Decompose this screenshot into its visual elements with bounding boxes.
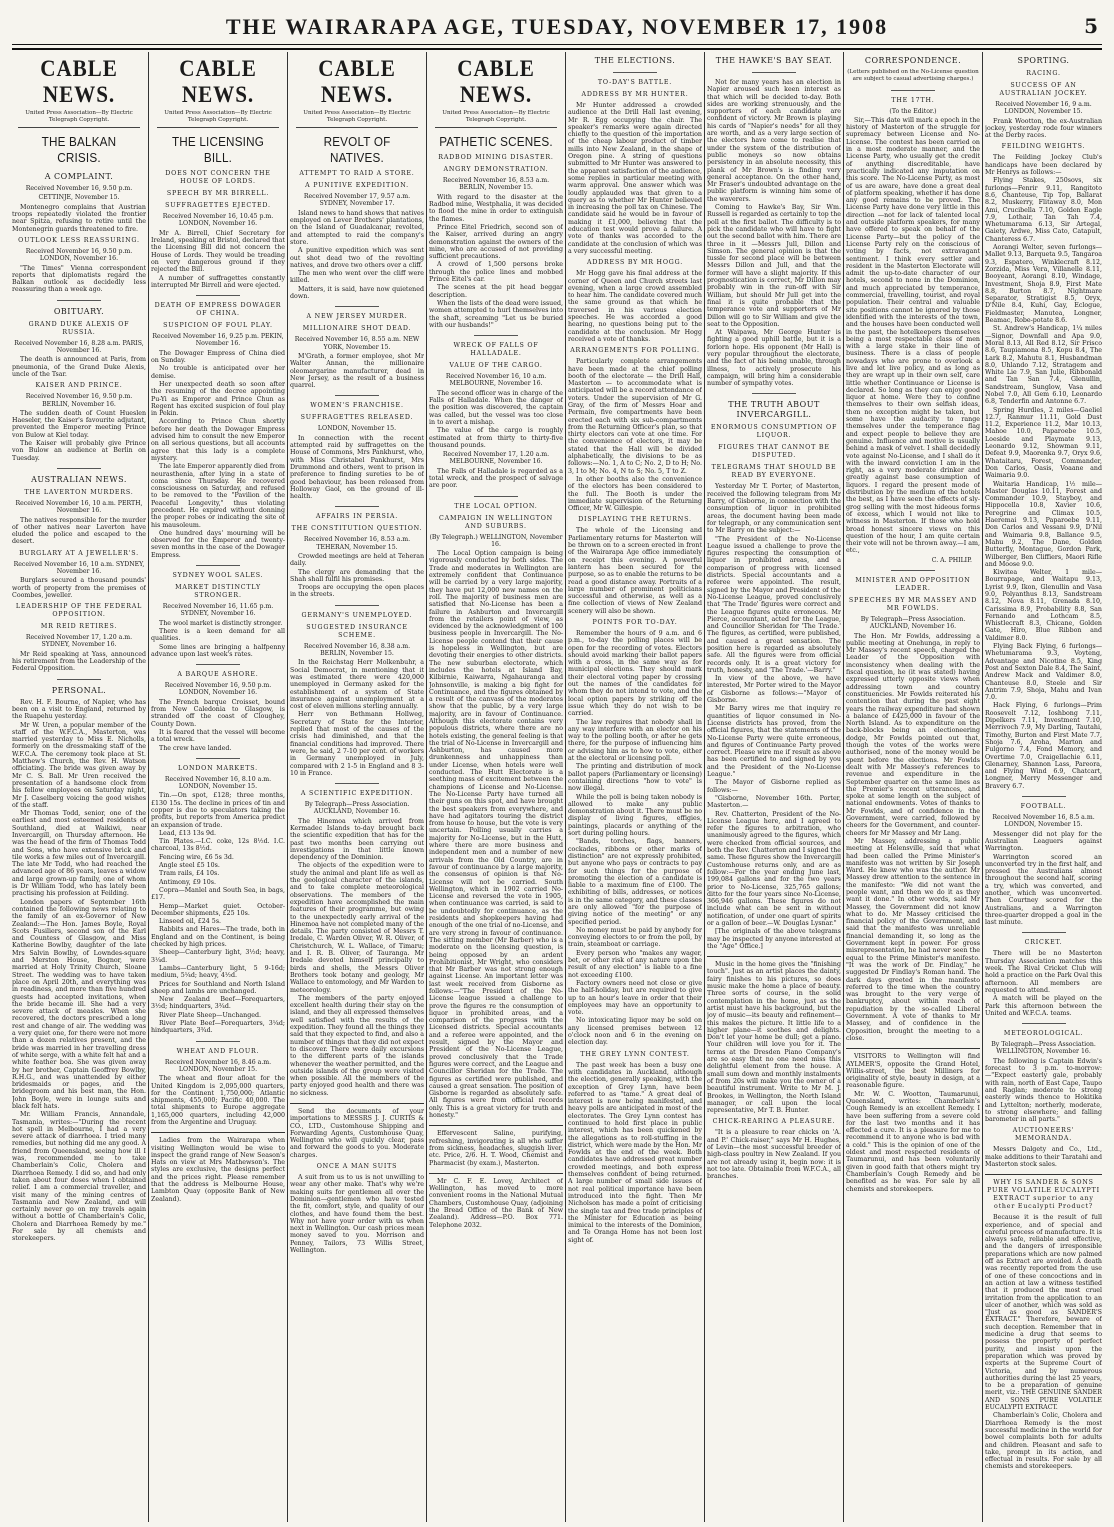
paragraph: St. Andrew's Handicap, 1¼ miles—Signor, Downfall and Apa 9.0, Moral 8.13, All Red 8.12, Sir Frisco 8.6, Taupiamona 8.5, Kopu 8.4, The Lark 8.2, Mahutu 8.1, Husbandman 8.0, Uhlando 7.12, Stratagem and White Lie 7.9, San Julie, Ribbonald and Tan San 7.4, Glenullin, Sandstream, Sunglow, Vasa and Nobel 7.0, All Gem 6.10, Leonardo 6.8, Tenderfin and Antonne 6.7. [985,325,1102,406]
section-heading: SPORTING. [1017,56,1070,65]
subheading: THE LAVERTON MURDERS. [24,488,134,496]
subheading: ENORMOUS CONSUMPTION OF LIQUOR. [710,424,838,440]
column-3 [290,52,424,1522]
subheading: A BARQUE ASHORE. [177,671,259,679]
paragraph: Mr W. Uren, a popular member of the staff of the W.F.C.A., Masterton, was married yesterday to Miss E. Nicholls, formerly on the dressmaking staff of the W.F.C.A. The ceremony took place at St. Matthew's Church, the Rev. H. Watson officiating. The bride was given away by Mr C. S. Ball. Mr Uren received the presentation of a handsome clock from his fellow employees on Saturday night, Mr J. Caselberg voicing the good wishes of the staff. [12,721,146,809]
paragraph: Herr von Bethmann Hollweg, Secretary of State for the Interior, replied that most of the causes of the crisis had diminished, and that the financial conditions had improved. There were, he said, 2 7-10 per cent. of workers in Germany unemployed in July, compared with 2 1-5 in England and 8 3-10 in France. [290,711,424,777]
paragraph: The Feilding Jockey Club's handicaps have been declared by Mr Henrys as follows:— [985,154,1102,177]
paragraph: Linseed oil, £24 5s. [159,918,222,926]
paragraph: The men who went over the cliff were killed. [290,270,424,285]
paragraph: Coming to Hawke's Bay, Sir Wm. Russell is regarded as certainly to top the poll at the first ballot. The difficulty is to pick the candidate who will have to fight out the second ballot with him. There are three in it —Messrs Jull, Dillon and Simson. The general opinion is that the tussle for second place will be between Messrs Dillon and Jull, and that the former will have a slight majority. If this prognostication is correct, Mr Dillon may probably win in the run-off with Sir William, but should Mr Jull get into the final it is quite probable that the temperance vote and supporters of Mr Dillon will go to Sir William and give the seat to the Opposition. [707,204,841,328]
paragraph: The value of the cargo is roughly estimated at from thirty to thirty-five thousand pounds. [429,427,563,449]
paragraph: Copra—Manlel and South Sea, in bags, £17. [151,886,285,902]
divider [891,570,935,571]
subheading: RACING. [1026,70,1061,77]
subheading: OUTLOOK LESS REASSURING. [18,236,140,244]
column-rule [704,52,705,1522]
divider [752,393,796,394]
subheading: WHEAT AND FLOUR. [176,1047,260,1055]
paragraph: [The originals of the above telegrams may be inspected by anyone interested at the "Age" Office.] [707,928,841,950]
paragraph: Mr Barry wires me that inquiry re quantities of liquor consumed in No-License districts has proved, from the official figures, that the statements of the No-License Party were quite erroneous, and figures of Continuance Party proved correct. Please wire me if result as above has been certified to and signed by you and the President of the No-License League." [707,705,841,779]
paragraph: The clergy are demanding that the Shah shall fulfil his promises. [290,568,424,583]
paragraph: "The President of the No-License League issued a challenge to prove the figures respecting the consumption of liquor in prohibited areas, and a comparison of progress with licensed districts. Special accountants and a referee were appointed. The result, signed by the Mayor and President of the No-License League, proved conclusively that 'The Trade' figures were correct and the League figures quite erroneous. Mr Pierce, accountant, acted for the League, and Councillor Sheridan for 'The Trade.' The figures, as certified, were published, and caused a great sensation. The position here is regarded as absolutely safe. All the figures were from official records only. It is a great victory for truth, honesty, and 'The Trade.'—Barry." [707,535,841,674]
column-rule [148,52,149,1522]
dateline: Received November 16, 8.46 a.m. LONDON, November 15. [164,1058,272,1073]
paragraph: The whole of the Licensing and Parliamentary returns for Masterton will be thrown on to a screen erected in front of the Wairarapa Age office immediately on receipt this evening. A powerful lantern has been secured for the purpose, so as to enable the returns to be read a good distance away. Portraits of a large number of prominent politicians successful and otherwise, as well as a fine collection of views of New Zealand scenery will also be shown. [568,527,702,615]
paragraph: Rabbits and Hares—The trade, both in England and on the Continent, is being checked by high prices. [151,926,285,949]
paragraph: Yesterday Mr T. Porter, of Masterton, received the following telegram from Mr Barry, of Gisborne, in connection with the consumption of liquor in prohibited areas, the document having been made for telegraph, or any communication sent to Mr Barry on the subject:— [707,483,841,535]
press-association-credit: United Press Association—By Electric Telegraph Copyright. [435,110,557,128]
subheading: TELEGRAMS THAT SHOULD BE READ BY EVERYONE. [711,464,837,480]
paragraph: Frank Wootton, the ex-Australian jockey, yesterday rode four winners at the Derby races. [985,117,1102,140]
paragraph: The late Emperor apparently died from neurasthenia, after lying in a state of coma since Thursday. He recovered consciousness on Saturday, and refused to be removed to the "Pavilion of the Peaceful Longevity," thus violating precedent. He expired without donning the proper robes or indicating the site of his mausoleum. [151,463,285,529]
paragraph: It is feared that the vessel will become a total wreck. [151,728,285,744]
subheading: SUCCESS OF AN AUSTRALIAN JOCKEY. [999,82,1088,97]
paragraph: Aorangi Welter, seven furlongs—Mallet 9.13, Barqueta 9.5, Tangaroa 9.3, Espatero, Winklecraft 8.12, Zorzida, Miss Vera, Villanelle 8.11, Booyeant, Aorangi 8.10, Windage, Investment, Shoja 8.9, First Mate 8.8, Burton 8.7, Nightmare Separator, Stratigist 8.5, Oryx, D'Nile 8.4, Kuhi, Gay, Eclogue, Fieldmaster, Manutea, Longner, Beamac, Robe-potate 8.6. [985,244,1102,325]
paragraph: Not for many years has an election in Napier aroused such keen interest as that which will be decided to-day. Both sides are working strenuously, and the supporters of each candidate are confident of victory. Mr Brown is playing his cards of "Napier's needs" for all they are worth, and as a very large section of the electors have come to realise that under the system of the distribution of public moneys so now obtains persistency in an absolute necessity, this plank of Mr Brown's is finding very general acceptance. On the other hand, Mr Fraser's undoubted advantage on the public platform is winning him some of the waverers. [707,79,841,203]
advertisement: Send the documents of your importations to MESSRS J. J. CURTIS & CO., LTD., Customhouse Shipping and Forwarding Agents, Customhouse Quay, Wellington who will quickly clear, pass and forward the goods to you. Moderate charges. [290,1103,424,1159]
salutation: (To the Editor.) [889,107,937,115]
paragraph: River Plate Sheep—Unchanged. [159,1011,262,1019]
divider [1022,932,1066,933]
divider [335,395,379,396]
paragraph: At Waipawa, Mr George Hunter is fighting a good uphill battle, but it is a forlorn hope. His opponent (Mr Hall) is very popular throughout the electorate, and the fact of his being unable, through illness, to actively prosecute his campaign, will bring him a considerable number of sympathy votes. [707,329,841,388]
divider [335,306,379,307]
divider [57,300,101,301]
paragraph: The Hinemoa which arrived from Kermadec Islands to-day brought back the scientific expedition that has for the past two months been carrying out investigations in that little known dependency of the Dominion. [290,817,424,862]
advertisement: Chamberlain's Colic, Cholera and Diarrhoea Remedy is the most successful medicine in the world for bowel complaints both for adults and children. Pleasant and safe to take, prompt in its action, and effectual in results. For sale by all chemists and storekeepers. [985,1412,1102,1471]
press-association-credit: United Press Association—By Electric Telegraph Copyright. [18,110,140,128]
dateline: Received November 16, 9.50 p.m. LONDON, November 16. [164,682,272,697]
paragraph: Mr Hogg gave his final address at the corner of Queen and Church streets last evening, when a large crowd assembled to hear him. The candidate covered much the same ground as that which he traversed in his various election speeches. He was accorded a good hearing, no questions being put to the candidate at the conclusion. Mr Hogg received a vote of thanks. [568,270,702,343]
newspaper-masthead-title: THE WAIRARAPA AGE, TUESDAY, NOVEMBER 17, 1908 [225,14,889,39]
paragraph: Troops are occupying the open places in the streets. [290,584,424,599]
dateline: Received November 16, 8.28 a.m. PARIS, November 16. [14,339,144,355]
dateline: Received November 16, 10.45 p.m. LONDON, November 16. [162,213,274,228]
subheading: THE LOCAL OPTION. [454,502,538,510]
column-8 [985,52,1102,1522]
column-4 [429,52,563,1522]
paragraph: Rev. Chatterton, President of the No-License League here, and I agreed to refer the figures to arbitration, who unanimously agreed to the figures, which were checked from official sources, and both the Rev. Chatterton and I signed the same. These figures show the Invercargill Customhouse returns only, and are as follow:—For the year ending June last, 199,084 gallons and for the two years prior to No-License, 325,765 gallons; ditto for the four years since No-License, 366,946 gallons. These figures do not include what can be sent in without notification, of under one quart of spirits or a gallon of beer.—W. Douglas Lysnar." [707,810,841,927]
paragraph: Sheep—Canterbury light, 3½d; heavy, 3¼d. [151,949,285,964]
divider [474,496,518,497]
divider [891,90,935,91]
subheading: AUCTIONEERS' MEMORANDA. [1012,1127,1075,1143]
subheading: CRICKET. [1024,939,1063,947]
paragraph: Particularly complete arrangements have been made at the chief polling booth of the electorate — the Drill Hall, Masterton — to accommodate what is anticipated will be a record attendance of voters. Under the supervision of Mr G. Gray, of the firm of Messrs Hoar and Permain, five compartments have been erected each with six sub-compartments from the Returning Officer's plan, so that thirty electors can vote at one time. For the convenience of electors, it may be stated that the Hall will be divided alphabetically, the divisions to be as follows:—No. 1, A to C; No. 2, D to H; No. 3, I to M; No. 4, N to S; No. 5, T to Z. [568,358,702,475]
subheading: THE GREY LYNN CONTEST. [580,1050,690,1058]
divider [474,335,518,336]
paragraph: In connection with the recent attempted raid by suffragettes on the House of Commons, Mrs Pankhurst, who, with Miss Christabel Pankhurst, Mrs Drummond and others, went to prison in preference to finding sureties to be of good behaviour, has been released from Holloway Gaol, on the ground of ill-health. [290,434,424,501]
dateline: Received November 16, 9.50 p.m. BERLIN, November 16. [25,393,133,408]
paragraph: In the Reichstag Herr Molkenbuhr, a Social Democrat, in mentioning that it was estimated there were 420,000 unemployed in Germany asked for the establishment of a system of State insurance against unemployment at a cost of eleven millions sterling annually. [290,659,424,711]
paragraph: The crew have landed. [159,744,232,752]
paragraph: Mr Hunter addressed a crowded audience at the Drill Hall last evening, Mr R. Egg occupying the chair. The speaker's remarks were again directed chiefly to the question of the importation of the cheap labour product of timber mills into New Zealand, in the shape of Oregon pine. A string of questions submitted to Mr Hunter was answered to the apparent satisfaction of the audience, some replies in particular meeting with warm approval. One answer which was loudly applauded was that given to a query as to whether Mr Hunter believed in increasing the poll tax on Chinese. The candidate said he would be in favour of making it £1,000, believing that the education test would prove a failure. A vote of thanks was accorded to the candidate at the conclusion of which was a very successful meeting. [568,102,702,255]
paragraph: Every person who "makes any wager, bet, or other risk of any nature upon the result of any election" is liable to a fine not exceeding £100. [568,949,702,979]
paragraph: Tram rails, £4 10s. [159,870,220,878]
advertisement: Ladies from the Wairarapa when visiting Wellington would be wise to inspect the grand range of New Season's Hats on view at Mrs Mathewson's. The styles are exclusive, the designs perfect and the prices right. Please remember that the address is Melbourne House, Lambton Quay (opposite Bank of New Zealand). [151,1132,285,1203]
dateline: LONDON, November 15. [317,425,397,433]
article-headline: THE BALKAN CRISIS. [41,134,117,166]
advertisement: Because it is the result of full experience, and of special and careful process of manufacture. It is always safe, reliable and effective, and the dangers of irresponsible preparations which are now palmed off as Extract are avoided. A death was recently reported from the use of one of these concoctions and in an action at law a witness testified that it produced the most cruel irritation from the application to an ulcer of another, which was sold as "Just as good as SANDER'S EXTRACT." Therefore, beware of such deception. Remember that in medicine a drug that seems to possess the property of perfect purity, and insist upon the preparation which was proved by experts at the Supreme Court of Victoria, and by numerous authorities during the last 25 years, to be a preparation of genuine merit, viz.: THE GENUINE SANDER AND SONS PURE VOLATILE EUCALYPTI EXTRACT. [985,1214,1102,1412]
divider [196,565,240,566]
divider [196,758,240,759]
paragraph: When the lists of the dead were issued, women attempted to hurl themselves into the shaft, screaming "Let us be buried with our husbands!" [429,299,563,329]
paragraph: Tin.—On spot, £128; three months, £130 15s. The decline in prices of tin and copper is due to speculators taking the profits, but reports from America predict an expansion of trade. [151,792,285,829]
paragraph: The law requires that nobody shall in any way interfere with an elector on his way to the polling booth, or after he gets there, for the purpose of influencing him or advising him as to how to vote, either at the electoral or licensing poll. [568,718,702,763]
paragraph: Her unexpected death so soon after the resuming of the decree appointing Pu-Yi as Emperor and Prince Chun as Regent has excited suspicion of foul play in Pekin. [151,380,285,418]
dateline: CETTINJE, November 15. [38,194,120,202]
subheading: SPEECHES BY MR MASSEY AND MR FOWLDS. [848,597,978,612]
paragraph: Waitaria Handicap, 1½ mile—Master Douglas 10.11, Forest and Commander 10.9, Stayboy, and Hippocella 10.8, Xavier 10.6, Peregrine and Climax 10.5, Haeremai 9.13, Paparoebe 9.11, Don Carlos and Vessani 9.9, D'Nil and Waimaria 9.8, Ballance 9.5, Mahu 9.2, The Dane, Golden Butterfly, Montague, Gordon Park, Wilberger, Ben Cliffiers, Maori Rifle and Moose 9.0. [985,480,1102,568]
paragraph: Lead, £13 13s 9d. [159,829,217,837]
subheading: AUSTRALIAN NEWS. [31,474,127,484]
paragraph: A number of suffragettes constantly interrupted Mr Birrell and were ejected. [151,274,285,289]
cable-news-heading: CABLE NEWS. [457,56,535,107]
paragraph: "Gisborne, November 16th. Porter, Masterton.— [707,794,841,810]
subheading: CAMPAIGN IN WELLINGTON AND SUBURBS. [439,514,553,530]
paragraph: Warrington scored an unconverted try in the first half, and pressed the Australians almost throughout the second half, scoring a try, which was converted, and another, which was unconverted. Then Courtney scored for the Australians, and a Warrington three-quarter dropped a goal in the last minute. [985,853,1102,927]
divider [57,679,101,680]
paragraph: Tin Plates.—I.C. coke, 12s 8½d. I.C. charcoal, 13s 8½d. [151,838,285,853]
advertisement: A suit from us to us is not unwilling to wear any other make. That's why we're making suits for gentlemen all over the Dominion—gentlemen who have tested the fit, comfort, style, and quality of our clothes, and have found them the best. Why not have your order with us when next in Wellington. Our cash prices mean money saved to you. Morrison and Penney, Tailors, 73 Willis Street, Wellington. [290,1174,424,1255]
divider [335,506,379,507]
subheading: MINISTER AND OPPOSITION LEADER. [855,577,971,592]
paragraph: Mr A. Birrell, Chief Secretary for Ireland, speaking at Bristol, declared that the Licensing Bill did not concern the House of Lords. They would be treading on very dangerous ground if they rejected the Bill. [151,229,285,274]
subheading: MARKET DISTINCTLY STRONGER. [175,584,261,600]
cable-news-heading: CABLE NEWS. [318,56,396,107]
subheading: A PUNITIVE EXPEDITION. [305,182,409,190]
dateline: By Telegraph—Press Association. AUCKLAND, November 16. [860,616,966,631]
paragraph: The Dowager Empress of China died on Sunday. [151,349,285,365]
paragraph: According to Prince Chun shortly before her death the Dowager Empress advised him to consult the new Emperor on all serious questions, but all accounts agree that this lady is a complete mystery. [151,418,285,462]
paragraph: The Falls of Halladale is regarded as a total wreck, and the prospect of salvage are poor. [429,467,563,490]
page-number: 5 [1084,14,1098,38]
paragraph: Hack Flying, 6 furlongs—Prim Roosevelt 7.12, Ioshbong 7.11, Dipelkers 7.11, Investment 7.10, Merrivoch 7.9, My Darling, Tautahi, Timothy, Burton and First Mate 7.7, Shoja 7.6, Aroha, Marton and Fulgorno 7.4, Fond Memory, and Overtime 7.0, Craigellachie 6.11, Glenarney, Shannon Lass, Pareora, and Flying Wind 6.9, Chatcart, Longner, Merry Messenger and Bravery 6.7. [985,702,1102,790]
dateline: (By Telegraph.) WELLINGTON, November 16. [429,533,563,548]
divider [196,295,240,296]
article-headline: THE LICENSING BILL. [171,134,265,166]
paragraph: Remember the hours of 9 a.m. and 6 p.m., to-day the polling places will be open for the recording of votes. Electors should avoid marking their ballot papers with a cross, in the same way as for municipal elections. They should mark their electoral voting paper by crossing out the names of the candidates for whom they do not intend to vote, and the local option papers by striking off the issue which they do not wish to be carried. [568,630,702,718]
masthead-rule [12,44,1102,45]
dateline: Received November 17, 9.57 a.m. SYDNEY, November 17. [303,193,411,208]
paragraph: There will be no Masterton Thursday Association matches this week. The Rival Cricket Club will hold a practice on the Park Oval this afternoon. All members are requested to attend. [985,950,1102,994]
subheading: MILLIONAIRE SHOT DEAD. [302,325,412,333]
paragraph: London papers of September 16th contained the following news relating to the family of an ex-Governor of New Zealand:—The Hon. James Boyle, Royal Scots Fusiliers, second son of the Earl and Countess of Glasgow, and Miss Katherine Bowlby, daughter of the late Mrs Salvin Bowlby, of Lowndes-square and Merston House, Bognor, were married at Holy Trinity Church, Sloane Street. The wedding was to have taken place on April 20th, and everything was in readiness, and more than five hundred guests had accepted invitations, when the bride became ill. She had a very severe attack of measles. When she recovered, the doctors prescribed a long rest and change of air. The wedding was a very quiet one, for there were not more than a dozen relatives present, and the bride was married in her travelling dress of white serge, with a white felt hat and a white feather boa. She was given away by her brother, Captain Geoffrey Bowlby, R.H.G., and was unattended by either bridesmaids or pages, and the bridegroom and his best man, the Hon. John Boyle, were in lounge suits and black felt hats. [12,898,146,1110]
paragraph: Mr. William Francis, Annandale, Tasmania, writes:—"During the recent hot spell in Melbourne, I had a very severe attack of diarrhoea. I tried many remedies, but nothing did me any good. A friend from Queensland, seeing how ill I was, recommended me to take Chamberlain's Colic, Cholera and Diarrhoea Remedy. I did so, and had only taken about four doses when I obtained relief. I am a commercial traveller, and visit many of the mining centres of Tasmania and New Zealand, and will certainly never go on my travels again without a bottle of Chamberlain's Colic, Cholera and Diarrhoea Remedy by me." For sale by all chemists and storekeepers. [12,1111,146,1243]
paragraph: Flying Stakes, 250sovs, six furlongs—Fenrir 9.11, Rangitoto 8.6, Chanteuse, Tip Top, Ballarat 8.2, Muskerry, Flitaway 8.0, Mon Ami, Crucibella 7.10, Golden Eagle 7.9, Lothair, Tan Tah 7.4, Whetumarama 6.13, Sir Artegal, Gaiety, Ardwe, Miss Cato, Catapult, Chanteress 6.7. [985,177,1102,243]
subheading: BURGLARY AT A JEWELLER'S. [19,549,139,557]
subheading: ADDRESS BY MR HOGG. [586,259,684,267]
column-2 [151,52,285,1522]
paragraph: Prices for Southland and North Island sheep and lambs are unchanged. [151,980,285,995]
paragraph: River Plate Beef—Forequarters, 3¼d; hindquarters, 3¾d. [151,1020,285,1035]
advertisement: Mr C. F. E. Lovey, Architect of Wellington, has moved to more convenient rooms in the National Mutual Chambers, Customhouse Quay, (adjoining the Bread Office of the Bank of New Zealand). Address—P.O. Box 771. Telephone 2032. [429,1173,563,1229]
subheading: SPEECH BY MR BIRRELL. [166,190,270,198]
subheading: THE CONSTITUTION QUESTION. [291,525,423,533]
divider [57,468,101,469]
dateline: Received November 17, 1.20 a.m. SYDNEY, November 16. [25,634,133,649]
cable-news-heading: CABLE NEWS. [179,56,257,107]
divider [1022,1023,1066,1024]
subheading: FEILDING WEIGHTS. [1001,143,1086,151]
paragraph: Lambs—Canterbury light, 5 9-16d; medium, 5¼d; heavy, 4½d. [151,964,285,980]
paragraph: Some lines are bringing a halfpenny advance upon last week's rates. [151,643,285,658]
paragraph: The scenes at the pit head beggar description. [429,284,563,299]
dateline: Received November 16, 9 a.m. LONDON, November 15. [995,101,1092,116]
paragraph: The following is Captain Edwin's forecast to 3 p.m. to-morrow:—"Expect easterly gale, probably with rain, north of East Cape, Taupo and Raglan; moderate to strong easterly winds thence to Hokitika and Lyttelton; northerly, moderate, to strong elsewhere; and falling barometer in all parts." [985,1057,1102,1124]
editorial-note: (Letters published on the No-License question are subject to casual advertising charges.) [847,69,979,83]
dateline: Received November 16, 8.38 a.m. BERLIN, November 15. [303,642,411,658]
paragraph: The Mayor of Gisborne replied as follows:— [707,779,841,794]
advertisement: VISITORS to Wellington will find AYLMER'S, opposite the Grand Hotel, Willis-street, the best Milliners for originality of style, beauty in design, at a reasonable figure. [846,1048,980,1089]
paragraph: A punitive expedition which was sent out shot dead two of the revolting natives, and drove two others over a cliff. [290,247,424,269]
divider [752,72,796,73]
section-heading: CORRESPONDENCE. [864,56,962,65]
paragraph: No trouble is anticipated over her demise. [151,365,285,380]
subheading: ARRANGEMENTS FOR POLLING. [570,347,700,355]
subheading: KAISER AND PRINCE. [35,382,123,390]
section-heading: THE ELECTIONS. [594,56,676,65]
column-6 [707,52,841,1522]
paragraph: The wool market is distinctly stronger. [159,619,283,627]
column-7 [846,52,980,1522]
paragraph: The French barque Croisset, bound from New Caledonia to Glasgow, is stranded off the coast of Cloughey, County Down. [151,698,285,728]
paragraph: Montenegro complains that Austrian troops repeatedly violated the frontier near Spitza, refusing to retire until the Montenegrin guards threatened to fire. [12,203,146,233]
divider [196,1041,240,1042]
press-association-credit: United Press Association—By Electric Telegraph Copyright. [157,110,279,128]
subheading: THE 17TH. [891,96,935,104]
paragraph: The Kaiser will probably give Prince von Bulow an audience at Berlin on Tuesday. [12,440,146,462]
press-association-credit: United Press Association—By Electric Telegraph Copyright. [296,110,418,128]
paragraph: The past week has been a busy one with candidates in Auckland, although the election, generally speaking, with the exception of Grey Lynn, have been referred to as "tame." A great deal of interest is now being manifested, and heavy polls are anticipated in most of the electorates. The Grey Lynn contest has continued to hold first place in public interest, which has been quickened by the allegations as to roll-stuffing in the district, which were made by the Hon. Mr Fowlds at the end of the week. Both candidates have addressed great number crowded meetings, and both express themselves confident of being returned. A large number of small side issues of not real political importance have been introduced into the fight. Then Mr Nicholson has made a point of criticising the single tax and free trade principles of the Minister for Education as being inimical to the interests of the Dominion, and Te Oranga Home has not been lost sight of. [568,1061,702,1244]
subheading: A NEW JERSEY MURDER. [306,313,408,321]
dateline: Received November 16, 11.65 p.m. SYDNEY, November 16. [162,603,274,618]
subheading: POINTS FOR TO-DAY. [592,619,678,626]
divider [613,72,657,73]
article-headline: PATHETIC SCENES. [439,134,553,150]
subheading: A COMPLAINT. [44,172,114,182]
paragraph: A crowd of 1,500 persons broke through the police lines and mobbed Prince Eitel's car. [429,261,563,284]
paragraph: Factory owners need not close or give the half-holiday, but are required to give up to an hour's leave in order that their employees may have an opportunity to vote. [568,979,702,1017]
divider [196,664,240,665]
subheading: LONDON MARKETS. [178,764,258,772]
paragraph: No intoxicating liquor may be sold on any licensed premises between 12 o'clock noon and 6 in the evening on election day. [568,1017,702,1047]
subheading: RADBOD MINING DISASTER. [438,154,554,162]
dateline: Received November 16, 8.10 a.m. LONDON, November 15. [164,775,272,791]
advertisement-heading: WHY IS SANDER & SONS PURE VOLATILE EUCALYPTI EXTRACT superior to any other Eucalypti Product? [985,1174,1102,1211]
paragraph: Mr Massey, addressing a public meeting at Helensville, said that what had been called the Prime Minister's manifesto was not written by Sir Joseph Ward. He knew who was the author. Mr Massey drew attention to the sentence in the manifesto: "We did not want the people want, and then we do it as they want it done." In other words, said Mr Massey, the Government did not know what to do. Mr Massey criticised the financial policy of the Government, and said that the manifesto was unreliable financial demanding it, so long as the Government kept in power. For gross misrepresentation, he had never seen the equal to the Prime Minister's manifesto. "It was the work of Dr. Findlay," he suggested Dr Findlay's Roman hand. The dark days greeted in the manifesto referred to the time when the country was brought to the very verge of bankruptcy, about within reach of repudiation by the so-called Liberal Government. A vote of thanks to Mr Massey, and of confidence in the Opposition, brought the meeting to a close. [846,837,980,1042]
paragraph: The printing and distribution of mock ballot papers (Parliamentary or licensing) containing directions "how to vote" is now illegal. [568,763,702,793]
paragraph: The natives responsible for the murder of other natives near Laverton have eluded the police and escaped to the desert. [12,516,146,546]
paragraph: There is a keen demand for all qualities. [151,627,285,643]
advertisement: "It is a pleasure to rear chicks on 'A. and P.' Chick-raiser," says Mr H. Hughes, of Levin—the most successful breeder of high-class poultry in New Zealand. If you are not already using it, begin now: it is not too late. Obtainable from W.F.C.A., all branches. [707,1129,841,1181]
paragraph: Antimony, £9 10s. [159,878,216,886]
column-rule [982,52,983,1522]
dateline: Received November 16, 8.53 a.m. TEHERAN, November 15. [303,536,411,551]
column-rule [843,52,844,1522]
column-5 [568,52,702,1522]
paragraph: Prince Eitel Friedrich, second son of the Kaiser, arrived during an angry demonstration against the owners of the mine, who are accused of not providing sufficient precautions. [429,223,563,261]
paragraph: The second officer was in charge of the Falls of Halladale. When the danger of the position was discovered, the captain was called, but the vessel was too close in to avert a mishap. [429,389,563,426]
divider [1022,796,1066,797]
subheading: PERSONAL. [51,685,107,695]
paragraph: Fencing wire, £6 5s 3d. [159,853,234,861]
subheading: DOES NOT CONCERN THE HOUSE OF LORDS. [165,170,271,186]
subheading: MR REID RETIRES. [40,623,118,631]
paragraph: Messenger did not play for the Australian Leaguers against Warrington. [985,830,1102,853]
dateline: By Telegraph—Press Association. WELLINGTON, November 16. [991,1041,1096,1056]
column-rule [426,52,427,1522]
subheading: GRAND DUKE ALEXIS OF RUSSIA. [28,320,130,336]
subheading: METEOROLOGICAL. [1003,1030,1084,1038]
subheading: OBITUARY. [53,306,105,316]
newspaper-columns [12,52,1102,1522]
subheading: SUGGESTED INSURANCE SCHEME. [306,623,408,639]
subheading: ATTEMPT TO RAID A STORE. [299,170,415,178]
subheading: AFFAIRS IN PERSIA. [315,513,399,521]
column-rule [287,52,288,1522]
paragraph: A match will be played on the Park this afternoon between the United and W.F.C.A. teams. [985,995,1102,1017]
section-heading: THE HAWKE'S BAY SEAT. [715,56,833,65]
subheading: WRECK OF FALLS OF HALLADALE. [453,342,539,358]
paragraph: Spring Hurdles, 2 miles—Gaeliel 12.7, Ranmur 11.11, Gold Dust 11.2, Experience 11.2, Mar 10.13, Mahoe 10.0, Paparoebe 10.5, Loeside and Playmate 9.13, Leonardo 9.12, Showman 9.11, Defeat 9.9, Maorenka 9.7, Oryx 9.6, Whataitaru, Forest, Commander, Don Carlos, Oasis, Voaane and Waimaria 9.0. [985,406,1102,480]
paragraph: Mr Thomas Todd, senior, one of the earliest and most esteemed residents of Southland, died at Waikiwi, near Invercargill, on Thursday afternoon. He was the head of the firm of Thomas Todd and Sons, who have extensive brick and tile works a few miles out of Invercargill. The late Mr Todd, who had reached the advanced age of 86 years, leaves a widow and large grown-up family, one of whom is Dr William Todd, who has lately been practising his profession at Feilding. [12,810,146,898]
advertisement: Effervescent Saline, purifying, refreshing, invigorating is all who suffer from sickness, headaches, sluggish liver, etc. Price, 2/6. H. T. Wood, Chemist and Pharmacist (by exam.), Masterton. [429,1125,563,1166]
divider [335,783,379,784]
paragraph: Island news to hand shows that natives employed on Lever Brothers' plantations, on the Island of Guadalcanar, revolted, and attempted to raid the company's store. [290,209,424,246]
subheading: SUFFRAGETTES EJECTED. [165,202,271,210]
subheading: FOOTBALL. [1020,803,1067,811]
masthead [12,14,1102,50]
subheading: GERMANY'S UNEMPLOYED. [301,611,413,619]
paragraph: With regard to the disaster at the Radbod mine, Westphalia, it was decided to flood the mine in order to extinguish the flames. [429,193,563,223]
paragraph: While the poll is being taken nobody is allowed to make any public demonstration about it. There must be no display of living figures, effigies, paintings, placards or anything of the sort during polling hours. [568,793,702,838]
paragraph: Matters, it is said, have now quietened down. [290,285,424,301]
paragraph: Burglars secured a thousand pounds' worth of property from the premises of Coombes, jeweller. [12,577,146,599]
dateline: Received November 16, 9.25 p.m. PEKIN, November 16. [152,333,284,348]
column-rule [565,52,566,1522]
dateline: Received November 16, 10 a.m. PERTH, November 16. [15,499,143,515]
paragraph: Mr Reid speaking at Yass, announced his retirement from the Leadership of the Federal Opposition. [12,650,146,673]
dateline: Received November 16, 9.50 p.m. [25,185,133,193]
paragraph: The Hon. Mr Fowlds, addressing a public meeting at Onehunga, in reply to Mr Massey's recent speech, charged the Leader of the Opposition with inconsistency when dealing with the fiscal question, he (it was stated) having expressed utterly opposite views when addressing town and country constituencies. Mr Fowlds reiterated his contention that during the past eight years the railway expenditure had shown a balance of £425,000 in favour of the North Island. As to expenditure on the back-blocks being an electioneering dodge, Mr Fowlds pointed out that, though the votes of the works were authorised, none of the money would be spent before the elections. Mr Fowlds dealt with Mr Massey's references to revenue and expenditure in the September quarter on the same lines as the Premier's recent utterances, and spoke at some length on the subject of national endowments. Votes of thanks to Mr Fowlds, and of confidence in the Government, were carried, followed by cheers for the Government, and counter-cheers for Mr Massey and Mr Lang. [846,632,980,837]
paragraph: The sudden death of Count Hueslen Haeseler, the Kaiser's favourite adjutant, prevented the Emperor meeting Prince von Bulow at Kiel today. [12,409,146,439]
paragraph: No money must be paid by anybody for conveying electors to or from the poll, by train, steamboat or carriage. [568,926,702,949]
paragraph: Flying Back Flying, 6 furlongs—Whetumarama 9.3, Voyteng, Advantage and Nicotine 8.5, King Post and Sexton Dale 8.4, The Saint, Andrew Mack and Valdimer 8.0, Chanteuse 8.0, Steele and Sir Antrim 7.9, Shoja, Mahu and Ivan 7.0. [985,643,1102,702]
paragraph: The wheat and flour afloat for the United Kingdom is 2,095,000 quarters, for the Continent 1,750,000; Atlantic shipments, 455,000; Pacific 40,000. The total shipments to Europe aggregate 1,165,000 quarters, including 42,000 from the Argentine and Uruguay. [151,1075,285,1126]
subheading: TO-DAY'S BATTLE. [597,79,673,86]
subheading: VALUE OF THE CARGO. [449,362,543,370]
subheading: ADDRESS BY MR HUNTER. [581,91,689,98]
subheading: DEATH OF EMPRESS DOWAGER OF CHINA. [154,302,282,318]
paragraph: The objects of the expedition were to study the animal and plant life as well as the geological character of the islands, and to take complete meteorological observations. The members of the expedition have accomplished the main features of their programme, but owing to the unexpectedly early arrival of the Hinemoa have not completed many of the details. The party consisted of Messrs T. Iredale, C. Warden Oliver, W. R. Oliver, of Christchurch, W. L. Wallace, of Timaru; and I. R. B. Oliver, of Tauranga. Mr Iredale devoted himself principally to birds and shells, the Messrs Oliver Brothers took botany and geology, Mr Wallace to entomology, and Mr Warden to meteorology. [290,862,424,994]
paragraph: The members of the party enjoyed excellent health during their stay on the island, and they all expressed themselves well satisfied with the results of the expedition. They found all the things they said that they expected to find, and also a number of things that they did not expect to discover. There were daily excursions to the different parts of the islands whenever the weather permitted, and the outside islands of the group were visited when possible. All the members of the party enjoyed good health and there was no sickness. [290,994,424,1097]
advertisement-heading: ONCE A MAN SUITS [316,1163,398,1171]
paragraph: In view of the above, we have interested, Mr Porter wired to the Mayor of Gisborne as follows:—"Mayor of Gisborne. [707,675,841,705]
paragraph: New Zealand Beef—Forequarters, 3½d; hindquarters, 3¾d. [151,996,285,1011]
advertisement: Music in the home gives the "finishing touch". Just as an artist places the dainty, fairy finishes to his pictures, so does music make the home a place of beauty. Three sorts of course, in the solid contemplation in the home, just as the artist must have his background, but the joy of music—its beauty and refinement—this makes the picture. It little life to a higher plane—it soothes and delights. Don't let your home be dull; get a piano. Your children will love you for it. The terms at the Dresden Piano Company's are so easy that no one need miss this delightful element from the house. A small sum down and monthly instalments of from 20s will make you the owner of a beautiful instrument. Write to Mr M. J. Brookes, in Wellington, the North Island manager, or call upon the local representative, Mr T. B. Hunter. [707,956,841,1114]
paragraph: Kiwitea Welter, 1 mile—Bourrapage, and Waitapu 9.13, Lyrist 9.9, Ikon, Glenullin and Vasa 9.0, Polyanthus 8.13, Sandstream 8.12, Nova 8.11, Grenada 8.10, Carissima 8.9, Probability 8.8, San Fernando and Lothcam 8.5, Whistlecraft 8.3, Chicane, Golden Gate, Hiro, Blue Ribbon and Valdimer 8.0. [985,569,1102,642]
subheading: DISPLAYING THE RETURNS. [578,516,692,524]
article-headline: REVOLT OF NATIVES. [323,134,391,166]
column-1 [12,52,146,1522]
divider [335,605,379,606]
dateline: By Telegraph—Press Association. AUCKLAND, November 16. [304,801,410,816]
paragraph: Angle steel £5 10s. [159,862,220,870]
dateline: Received November 16, 10 a.m. MELBOURNE, November 16. [445,373,547,388]
paragraph: Hemp—Market quiet. October-December shipments, £25 10s. [151,902,285,917]
letter-signature: C. A. PHILIP. [931,556,972,564]
paragraph: The death is announced at Paris, from pneumonia, of the Grand Duke Alexis, uncle of the Tsar. [12,356,146,378]
subheading: THE TRUTH ABOUT INVERCARGILL. [728,400,820,420]
subheading: FIGURES THAT CANNOT BE DISPUTED. [718,444,830,460]
dateline: Received November 16, 10 a.m. SYDNEY, November 16. [13,560,145,575]
paragraph: M'Grath, a former employee, shot Mr Walter Annan, the millionaire oleomargarine manufacturer, dead in New Jersey, as the result of a business quarrel. [290,352,424,390]
dateline: Received November 17, 1.20 a.m. MELBOURNE, November 16. [442,451,550,466]
subheading: A SCIENTIFIC EXPEDITION. [300,790,414,798]
dateline: Received November 16, 8.5 a.m. LONDON, November 15. [992,814,1095,829]
letter-body: Sir,—This date will mark a epoch in the history of Masterton of the struggle for supremacy between License and No-License. The contest has been carried on in a most moderate manner, and the License Party, who usually get the credit of anything discreditable, have practically indicated any imputation on this score. The No-License Party, as most of us are aware, have done a great deal of platform speaking, whether it has done any good remains to be proved. The License Party have done very little in this direction —not for lack of talented local and outside platform speakers, for many have offered to speak on behalf of the License Party—but the policy of the License Party rely on the conscious of voting by facts, not extravagant sentiment. I think every settler and resident in the Masterton Electorate will admit the up-to-date character of our hotels, second to none in the Dominion, and much appreciated by temperance, commercial, travelling, tourist, and royal population. Their central and valuable site positions cannot be ignored by those identified with the interests of the town, and the houses have been conducted well in the past, the hotelkeepers themselves being a most respectable class of men with a large stake in their line of business. There is a class of people nowadays who are prone to overlook a live and let live policy, and as long as they are wrapt up in their own self, care little whether Continuance or License is declared. So long as they can enjoy good liquor at home. Were they to confine themselves to their own selfish ideas, then no exception might be taken, but some have the audacity to range themselves under the temperance flag and expect people to believe they are genuine. Influence and motive is usually behind a mask of velvet. I shall decidedly vote against No-License, and I shall do it with the inward conviction I am in the right, as a very moderate drinker and greatly against base consumption of liquors. I regard the present mode of distribution by the medium of the hotels the best, as I have seen the effects of sly-grog selling with the most hideous forms of excess, which I would not like to witness in Masterton. If those who hold broad honest sincere views on this question of the hour, I am quite certain their vote will not be thrown away.—I am, etc., [846,116,980,555]
subheading: SYDNEY WOOL SALES. [172,572,264,580]
cable-news-heading: CABLE NEWS. [40,56,118,107]
paragraph: Crowded meetings are held at Teheran daily. [290,552,424,568]
subheading: WOMEN'S FRANCHISE. [310,402,404,410]
subheading: ANGRY DEMONSTRATION. [443,166,549,174]
advertisement-heading: CHICK-REARING A PLEASURE. [712,1118,836,1126]
subheading: SUSPICION OF FOUL PLAY. [163,322,273,330]
subheading: SUFFRAGETTES RELEASED. [300,414,414,422]
dateline: Received November 16, 8.53 a.m. BERLIN, November 15. [442,177,550,192]
paragraph: "The Times" Vienna correspondent reports that diplomatists regard the Balkan outlook as decidedly less reassuring than a week ago. [12,264,146,294]
paragraph: Messrs Dalgety and Co., Ltd., make additions to their Taratahi and Masterton stock sales. [985,1146,1102,1168]
paragraph: In other booths also the convenience of the electors has been considered to the full. The Booth is under the immediate supervision of the Returning Officer, Mr W. Gillespie. [568,475,702,513]
paragraph: The Local Option campaign is being vigorously conducted by both sides. The Trade and moderates in Wellington are extremely confident that Continuance will be carried by a very large majority, they have put 12,000 new names on the roll. The majority of business men are satisfied that No-License has been a failure in Ashburton and Invercargill from the retailers point of view, as evidenced by the acknowledgment of 100 business people in Invercargill. The No-License people contend that their cause is hopeless in Wellington, but are devoting their energies to other districts. The new suburban electorate, which includes the hotels at Island Bay, Kilbirnie, Kaiwarra, Ngahauranga and Johnsonville, is making a big fight for Continuance, and the figures obtained by a result of the canvass of the moderates show that the public, by a very large majority, are in favour of Continuance. Although this electorate contains very populous districts, where there are no hotels existing, the general feeling is that the trial of No-License in Invercargill and Ashburton, has caused more drunkenness and unhappiness than under License, when hotels were well conducted. The Hutt Electorate is a seething mass of excitement between the champions of License and No-License. The No-License Party have turned all their guns on this spot, and have brought the best speakers from everywhere, and have had agitators touring the district from house to house, but the vote is very uncertain. Polling usually carries a majority for No-License, but in the Hutt, where there are more business and independent men and a number of new arrivals from the Old Country, are in favour of continuance by a large majority, the consensus of opinion is that No-License will not be carried. South Wellington, which in 1902 carried No-License and reversed the vote in 1905, when continuance was carried, is said to be undoubtedly for continuance, as the residents and shopkeepers having had enough of the one trial of no-License, and are very strong in favour of continuance. The sitting member (Mr Barber) who is a moderate on the licensing question, is being opposed by an ardent Prohibitionist, Mr Wright, who considers that Mr Barber was not strong enough against License. An important letter was last week received from Gisborne as follows:—"The President of the No-License league issued a challenge to prove the figures re the consumption of liquor in prohibited areas, and a comparison of the progress with the Licensed districts. Special accountants and a referee were appointed, and the result, signed by the Mayor and President of the No-License League, proved conclusively that the Trade figures were correct, and the League and Councillor Sheridan for the Trade. The figures as certified were published, and caused a great sensation. The position of Gisborne is regarded as absolutely safe. All figures were from official records only. This is a great victory for truth and honesty." [429,550,563,1120]
dateline: Received November 16, 9.50 p.m. LONDON, November 16. [25,247,133,263]
subheading: LEADERSHIP OF THE FEDERAL OPPOSITION. [15,603,143,619]
advertisement: Mr. W. C. Wootton, Taumarunui, Queensland, writes: Chamberlain's Cough Remedy is an excellent Remedy. I have been suffering from a severe cold for the last two months and it has effected a cure. It is a pleasure for me to recommend it to anyone who is bad with a cold." This is the opinion of one of the oldest and most respected residents of Taumarunui, and has been voluntarily given in good faith that others might try Chamberlain's Cough Remedy and be benefited as he was. For sale by all chemists and storekeepers. [846,1090,980,1193]
dateline: Received November 16, 8.55 a.m. NEW YORK, November 15. [294,336,420,351]
paragraph: "Bands, torches, flags, banners, cockades, ribbons or other marks of distinction" are not expressly prohibited, but anyone who pays or contracts to pay for such things for the purpose of promoting the election of a candidate is liable to a maximum fine of £100. The exhibiting of bills, addresses, or notices is in the same category, and these classes are only allowed "for the purpose of giving notice of the meeting" or any specified period. [568,838,702,926]
paragraph: One hundred days' mourning will be observed for the Emperor and twenty-seven months in the case of the Dowager Empress. [151,529,285,559]
paragraph: Rev. H. F. Bourne, of Napier, who has been on a visit to England, returned by the Ruapehu yesterday. [12,698,146,721]
